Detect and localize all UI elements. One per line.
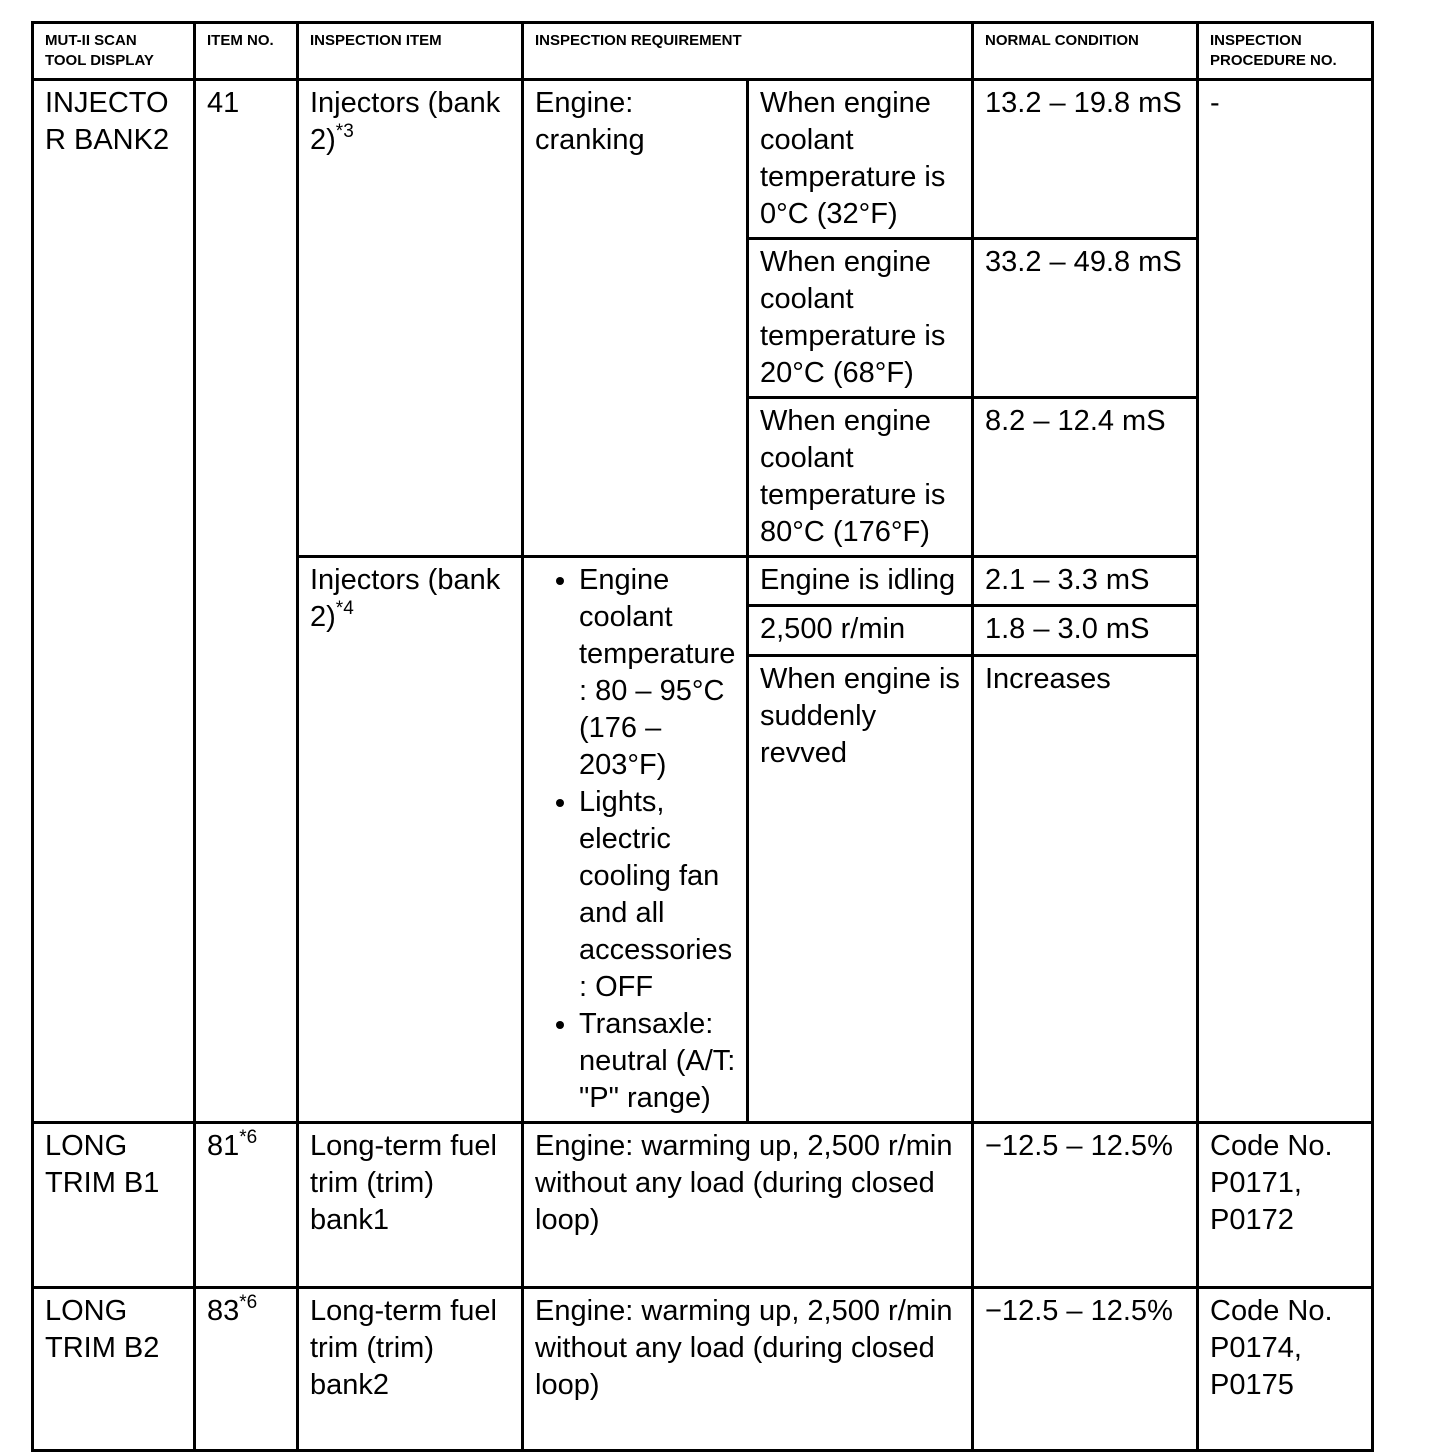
cell-inspection-item: [298, 80, 523, 557]
table-row: [33, 80, 1373, 239]
cell-normal-condition: Increases: [973, 656, 1198, 1123]
cell-procedure-no: -: [1198, 80, 1373, 1123]
cell-condition-when: When engine coolant temperature is 0°C (32°F): [748, 80, 973, 239]
table-row: [33, 1123, 1373, 1288]
item-no-label: 83: [207, 1295, 240, 1327]
scan-tool-data-table: [31, 21, 1374, 1452]
inspection-item-label: Injectors (bank 2): [310, 87, 501, 156]
cell-item-no: [195, 1123, 298, 1288]
cell-requirement: [523, 557, 748, 1123]
footnote-marker: *3: [335, 121, 354, 142]
cell-normal-condition: −12.5 – 12.5%: [973, 1123, 1198, 1288]
header-procedure-no: INSPECTION PROCEDURE NO.: [1198, 23, 1373, 80]
header-normal-condition: NORMAL CONDITION: [973, 23, 1198, 80]
manual-page: [31, 21, 1374, 1452]
cell-condition-when: Engine is idling: [748, 557, 973, 606]
cell-procedure-no: Code No. P0171, P0172: [1198, 1123, 1373, 1288]
cell-inspection-item: Long-term fuel trim (trim) bank2: [298, 1288, 523, 1451]
cell-inspection-item: [298, 557, 523, 1123]
footnote-marker: *6: [239, 1127, 258, 1148]
requirement-list-item: • Engine coolant temperature : 80 – 95°C (176 – 203°F): [579, 562, 740, 784]
cell-normal-condition: −12.5 – 12.5%: [973, 1288, 1198, 1451]
cell-normal-condition: 13.2 – 19.8 mS: [973, 80, 1198, 239]
cell-item-no: 41: [195, 80, 298, 1123]
cell-condition-when: When engine coolant temperature is 80°C (176°F): [748, 398, 973, 557]
requirement-list: [535, 562, 740, 1117]
cell-inspection-item: Long-term fuel trim (trim) bank1: [298, 1123, 523, 1288]
cell-condition-when: When engine coolant temperature is 20°C (68°F): [748, 239, 973, 398]
requirement-list-item: • Lights, electric cooling fan and all accessories : OFF: [579, 784, 740, 1006]
cell-normal-condition: 2.1 – 3.3 mS: [973, 557, 1198, 606]
cell-requirement: Engine: warming up, 2,500 r/min without any load (during closed loop): [523, 1288, 973, 1451]
header-scan-display: MUT-II SCAN TOOL DISPLAY: [33, 23, 195, 80]
cell-condition-when: 2,500 r/min: [748, 605, 973, 656]
table-header-row: [33, 23, 1373, 80]
cell-normal-condition: 1.8 – 3.0 mS: [973, 605, 1198, 656]
table-row: [33, 1288, 1373, 1451]
cell-scan-display: LONG TRIM B2: [33, 1288, 195, 1451]
cell-requirement: Engine: warming up, 2,500 r/min without any load (during closed loop): [523, 1123, 973, 1288]
item-no-label: 81: [207, 1130, 240, 1162]
header-inspection-item: INSPECTION ITEM: [298, 23, 523, 80]
cell-requirement: Engine: cranking: [523, 80, 748, 557]
footnote-marker: *6: [239, 1292, 258, 1313]
header-item-no: ITEM NO.: [195, 23, 298, 80]
cell-normal-condition: 33.2 – 49.8 mS: [973, 239, 1198, 398]
cell-item-no: [195, 1288, 298, 1451]
footnote-marker: *4: [335, 598, 354, 619]
cell-scan-display: LONG TRIM B1: [33, 1123, 195, 1288]
cell-normal-condition: 8.2 – 12.4 mS: [973, 398, 1198, 557]
inspection-item-label: Injectors (bank 2): [310, 564, 501, 633]
cell-condition-when: When engine is suddenly revved: [748, 656, 973, 1123]
requirement-list-item: • Transaxle: neutral (A/T: "P" range): [579, 1006, 740, 1117]
cell-scan-display: INJECTOR BANK2: [33, 80, 195, 1123]
header-inspection-requirement: INSPECTION REQUIREMENT: [523, 23, 973, 80]
cell-procedure-no: Code No. P0174, P0175: [1198, 1288, 1373, 1451]
